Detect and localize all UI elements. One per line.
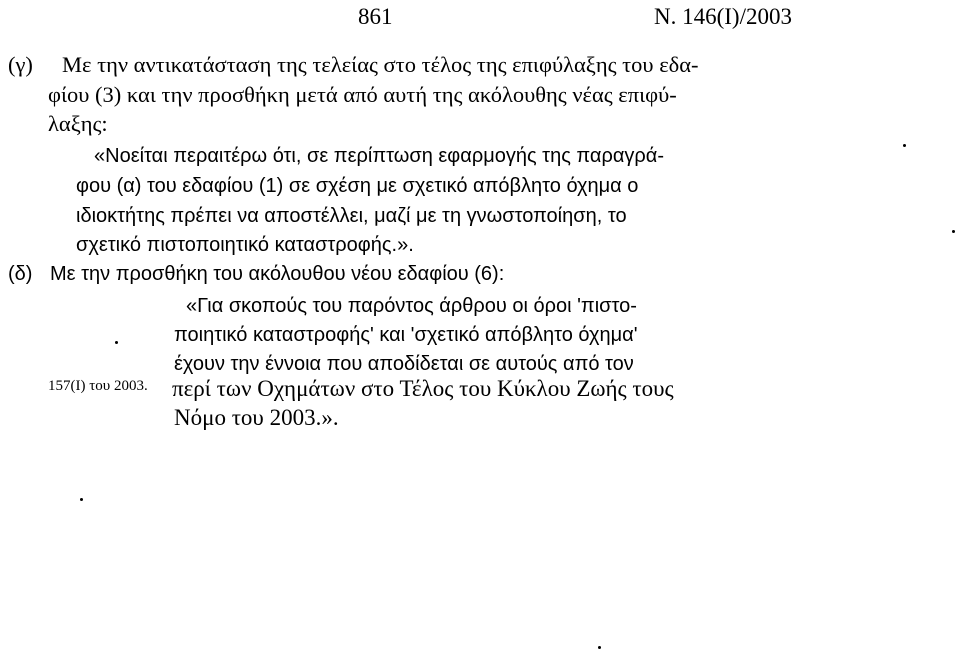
quote-2-line-1: «Για σκοπούς του παρόντος άρθρου οι όροι 'πιστο- [186, 295, 637, 317]
para-g-line-2: φίου (3) και την προσθήκη μετά από αυτή της ακόλουθης νέας επιφύ- [48, 82, 677, 107]
page-number: 861 [358, 4, 393, 29]
scan-speck [952, 230, 955, 233]
quote-1-line-3: ιδιοκτήτης πρέπει να αποστέλλει, μαζί με τη γνωστοποίηση, το [76, 205, 627, 227]
quote-1-line-4: σχετικό πιστοποιητικό καταστροφής.». [76, 234, 414, 256]
scan-speck [80, 498, 83, 501]
quote-1-line-1: «Νοείται περαιτέρω ότι, σε περίπτωση εφαρμογής της παραγρά- [94, 145, 665, 167]
para-g-label: (γ) [8, 52, 33, 77]
para-d-label: (δ) [8, 263, 33, 285]
para-g-line-1: Με την αντικατάσταση της τελείας στο τέλος της επιφύλαξης του εδα- [62, 52, 699, 77]
quote-2-line-4: περί των Οχημάτων στο Τέλος του Κύκλου Ζωής τους [172, 376, 674, 401]
scan-speck [115, 341, 118, 344]
scan-speck [903, 144, 906, 147]
para-d-text: Με την προσθήκη του ακόλουθου νέου εδαφίου (6): [50, 263, 505, 285]
quote-2-line-5: Νόμο του 2003.». [174, 405, 339, 430]
quote-1-line-2: φου (α) του εδαφίου (1) σε σχέση με σχετικό απόβλητο όχημα ο [76, 175, 639, 197]
quote-2-line-2: ποιητικό καταστροφής' και 'σχετικό απόβλητο όχημα' [174, 324, 638, 346]
margin-note: 157(I) του 2003. [48, 378, 148, 394]
para-g-line-3: λαξης: [48, 111, 108, 136]
scan-speck [598, 646, 601, 649]
quote-2-line-3: έχουν την έννοια που αποδίδεται σε αυτούς από τον [174, 353, 634, 375]
law-reference: Ν. 146(Ι)/2003 [654, 4, 792, 29]
